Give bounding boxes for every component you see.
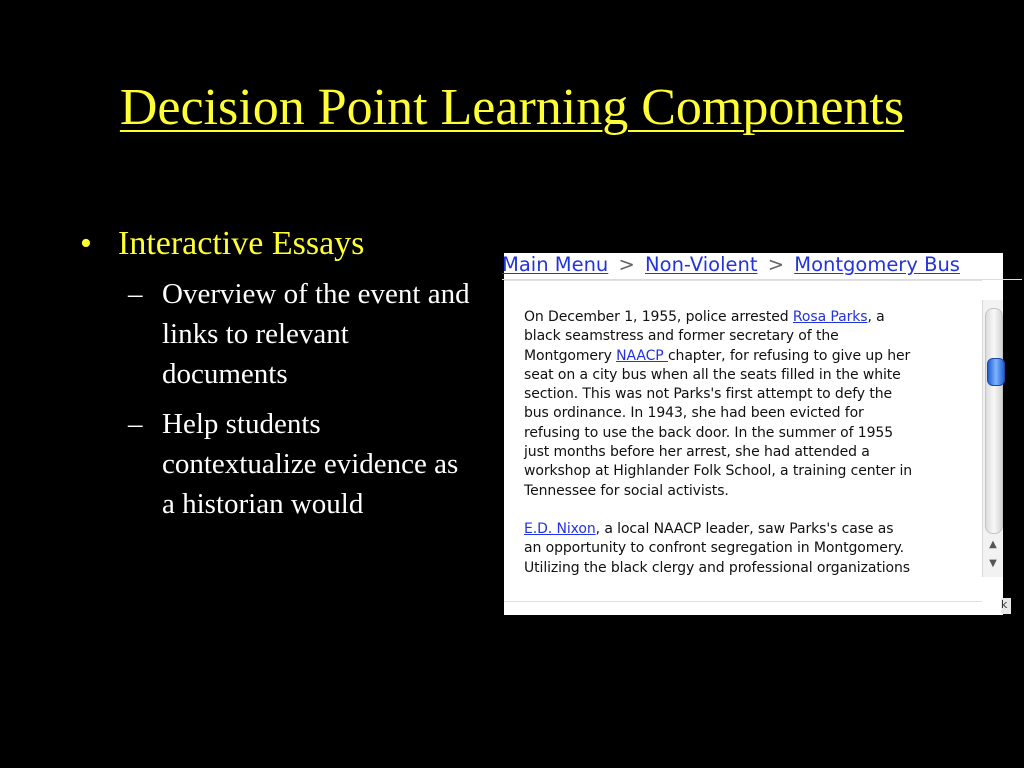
essay-line: just months before her arrest, she had attended a (524, 444, 870, 461)
scrollbar-thumb[interactable] (987, 358, 1005, 386)
essay-line (524, 347, 964, 366)
essay-line: Utilizing the black clergy and professional organizations (524, 559, 910, 576)
bullet-interactive-essays (80, 222, 500, 266)
essay-line: Tennessee for social activists. (524, 482, 729, 499)
essay-text: , a local NAACP leader, saw Parks's case as (595, 521, 894, 537)
naacp-link[interactable]: NAACP (616, 347, 668, 364)
essay-line: bus ordinance. In 1943, she had been evicted for (524, 405, 864, 422)
essay-line: seat on a city bus when all the seats filled in the white (524, 366, 901, 383)
ed-nixon-link[interactable]: E.D. Nixon (524, 521, 596, 537)
breadcrumb-separator: > (767, 253, 785, 276)
subbullet-overview (80, 274, 472, 394)
essay-text: On December 1, 1955, police arrested (524, 309, 793, 325)
scroll-down-arrow-icon[interactable]: ▼ (989, 558, 997, 569)
essay-paragraph (524, 520, 964, 578)
essay-text: Montgomery (524, 347, 617, 364)
vertical-scrollbar[interactable] (982, 300, 1003, 577)
essay-line: refusing to use the back door. In the summer of 1955 (524, 424, 894, 441)
essay-line: workshop at Highlander Folk School, a training center in (524, 463, 913, 480)
subbullet-dash: – (128, 278, 143, 310)
essay-screenshot (502, 253, 1008, 615)
essay-text: , a (867, 309, 885, 325)
scrollbar-track[interactable] (985, 308, 1003, 534)
breadcrumb-montgomery-bus-link[interactable]: Montgomery Bus (794, 253, 960, 276)
bullet-list (80, 222, 500, 524)
bullet-label: Interactive Essays (118, 225, 365, 262)
essay-line: section. This was not Parks's first attempt to defy the (524, 386, 893, 403)
essay-line (524, 308, 964, 327)
bullet-dot: • (80, 225, 92, 262)
essay-text: chapter, for refusing to give up her (667, 347, 911, 364)
scroll-up-arrow-icon[interactable]: ▲ (989, 539, 997, 550)
essay-paragraph (524, 308, 964, 501)
breadcrumb-separator: > (618, 253, 635, 276)
subbullet-contextualize (80, 404, 472, 524)
subbullet-dash: – (128, 408, 143, 440)
window-corner-glyph: k (1001, 598, 1011, 614)
essay-line: an opportunity to confront segregation in Montgomery. (524, 540, 905, 557)
essay-line (524, 520, 964, 539)
essay-content (504, 280, 982, 602)
slide-title: Decision Point Learning Components (119, 79, 905, 136)
breadcrumb-main-menu-link[interactable]: Main Menu (502, 253, 609, 276)
essay-line: black seamstress and former secretary of the (524, 328, 839, 345)
breadcrumb-non-violent-link[interactable]: Non-Violent (645, 253, 758, 276)
subbullet-text: Help students contextualize evidence as a historian would (162, 408, 459, 520)
subbullet-text: Overview of the event and links to relevant documents (162, 278, 470, 390)
breadcrumb (502, 253, 1022, 280)
rosa-parks-link[interactable]: Rosa Parks (792, 309, 868, 325)
